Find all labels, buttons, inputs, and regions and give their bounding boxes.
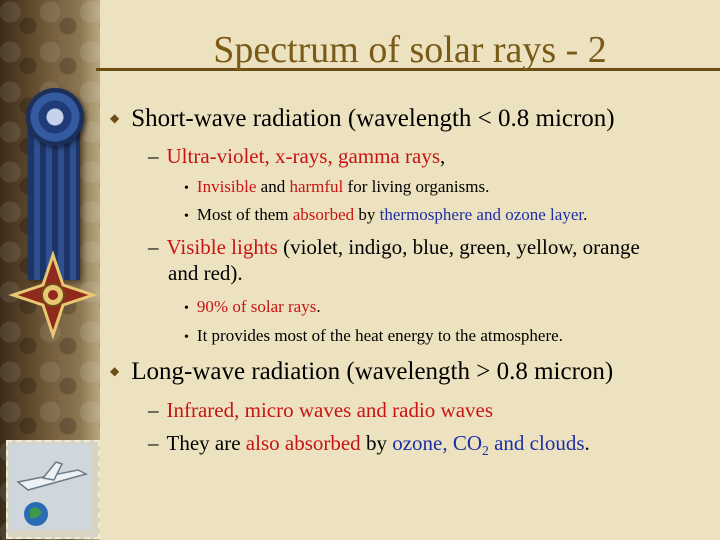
item-absorbed (148, 430, 718, 464)
item-visible (148, 234, 718, 286)
bullet-long-wave (110, 357, 613, 390)
long-wave-heading: Long-wave radiation (wavelength > 0.8 micron) (131, 358, 614, 385)
infrared-label: Infrared, micro waves and radio waves (166, 398, 494, 422)
uv-trail: , (440, 144, 446, 168)
text-period: . (583, 205, 588, 224)
diamond-bullet-icon: ◆ (110, 364, 120, 378)
dash-marker: – (148, 431, 159, 455)
text-by: by (360, 431, 393, 455)
visible-rest-1: (violet, indigo, blue, green, yellow, orange (277, 235, 640, 259)
dot-marker: • (184, 181, 189, 196)
text-ozone-co: ozone, CO (392, 431, 483, 455)
stamp-image (6, 440, 100, 539)
text-by: by (354, 205, 380, 224)
text-ninety-percent: 90% of solar rays (196, 297, 317, 316)
text-harmful: harmful (289, 177, 344, 196)
uv-point-2 (184, 204, 587, 228)
text-period: . (316, 297, 321, 316)
text-they-are: They are (166, 431, 246, 455)
text-and-clouds: and clouds (488, 431, 585, 455)
airplane-icon (8, 442, 94, 532)
visible-point-2 (184, 325, 563, 349)
text-heat-energy: It provides most of the heat energy to the atmosphere. (196, 326, 563, 345)
text-period: . (584, 431, 590, 455)
visible-rest-2: and red). (168, 261, 243, 285)
slide-title: Spectrum of solar rays - 2 (213, 29, 607, 71)
dot-marker: • (184, 301, 189, 316)
dash-marker: – (148, 144, 159, 168)
dash-marker: – (148, 398, 159, 422)
text-also-absorbed: also absorbed (245, 431, 361, 455)
medal-rosette-image (26, 88, 84, 146)
dot-marker: • (184, 209, 189, 224)
visible-point-1 (184, 296, 321, 320)
text-absorbed: absorbed (292, 205, 355, 224)
text-and: and (256, 177, 290, 196)
item-uv (148, 143, 718, 169)
text-organisms: for living organisms. (343, 177, 490, 196)
visible-label: Visible lights (166, 235, 278, 259)
dash-marker: – (148, 235, 159, 259)
text-subscript-2: 2 (482, 443, 489, 459)
medal-cross-image (8, 250, 98, 340)
dot-marker: • (184, 330, 189, 345)
short-wave-heading: Short-wave radiation (wavelength < 0.8 micron) (131, 105, 615, 132)
bullet-short-wave (110, 104, 615, 137)
diamond-bullet-icon: ◆ (110, 111, 120, 125)
text-thermosphere: thermosphere and ozone layer (379, 205, 584, 224)
text-invisible: Invisible (196, 177, 257, 196)
item-infrared (148, 397, 718, 423)
uv-point-1 (184, 176, 489, 200)
decorative-sidebar (0, 0, 100, 540)
uv-label: Ultra-violet, x-rays, gamma rays (166, 144, 440, 168)
text-most: Most of them (196, 205, 293, 224)
